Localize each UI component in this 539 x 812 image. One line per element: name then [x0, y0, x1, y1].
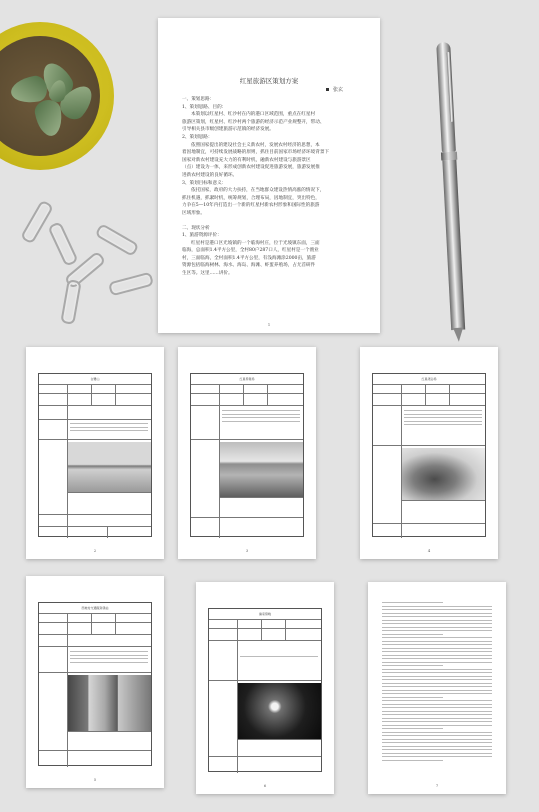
silver-pen — [433, 42, 469, 343]
main-document-page — [158, 18, 380, 333]
paperclip — [47, 221, 78, 267]
body-text-line: 本策划以红星村、红沙村在内的港口区域范围，重点在红星村 — [191, 112, 316, 118]
text-line — [382, 732, 492, 733]
paperclip — [20, 199, 54, 244]
body-text-line: 国家对新农村建设充大力的有利时机，融新农村建设与旅游景区 — [182, 157, 311, 163]
body-text-line: 1、策划思路、目的： — [182, 104, 227, 110]
text-line — [382, 676, 492, 677]
text-line — [382, 634, 443, 635]
plan-form-table — [190, 373, 304, 537]
page-number: 3 — [245, 548, 249, 553]
body-text-line: 引导相关县市级创建旅游示范镇的经济发展。 — [182, 127, 274, 133]
text-line — [382, 739, 492, 740]
body-text-line: 抓住机遇，抓紧时机，统筹规划，合理布局，因地制宜，突出特色， — [182, 195, 320, 201]
text-line — [382, 697, 443, 698]
sheet-title: 白鹭山 — [90, 377, 100, 381]
body-text-line: 1、旅游资源评价： — [182, 233, 222, 239]
text-line — [382, 693, 492, 694]
text-line — [382, 623, 492, 624]
text-line — [382, 620, 492, 621]
plan-sheet-page — [196, 582, 334, 794]
plan-sheet-page — [26, 576, 164, 788]
document-title: 红星旅游区策划方案 — [239, 77, 299, 85]
text-line — [382, 718, 492, 719]
text-line — [382, 630, 492, 631]
yellow-plant-pot — [0, 22, 114, 170]
text-line — [382, 602, 443, 603]
page-number: 4 — [427, 548, 431, 553]
sheet-title: 红星湾浴场 — [421, 377, 437, 381]
text-line — [382, 714, 492, 715]
sheet-title: 渔家傍晚 — [258, 612, 271, 616]
text-line — [382, 669, 492, 670]
paperclip — [108, 272, 154, 297]
body-text-lines — [382, 602, 492, 763]
body-text-line: 依照国家提出的建设社会主义新农村，发展农村经济的思想，本 — [191, 142, 320, 148]
body-text-line: 着因地制宜，可持续发展战略的原则，抓住目前国家市场经济环境背景下 — [182, 150, 330, 156]
plan-sheet-page — [26, 347, 164, 559]
body-text-line: 一、策划思路： — [182, 97, 215, 102]
body-text-line: 进新农村建设的良好循环。 — [182, 172, 238, 178]
page-number: 1 — [267, 322, 271, 327]
text-line — [382, 753, 492, 754]
text-line — [382, 616, 492, 617]
body-text-line: 村，三面临海，全村面积1.4平方公里，有浅海滩涂2000亩，旅游 — [182, 255, 316, 261]
page-number: 6 — [263, 783, 267, 788]
text-page — [368, 582, 506, 794]
sheet-title: 红星养殖场 — [239, 377, 255, 381]
text-line — [382, 613, 492, 614]
text-line — [382, 728, 443, 729]
body-text-line: 生区等。这里……讲价。 — [182, 271, 233, 277]
body-text-line: 3、策划目标和意义： — [182, 180, 227, 186]
text-line — [382, 665, 443, 666]
text-line — [382, 742, 492, 743]
text-line — [382, 644, 492, 645]
text-line — [382, 756, 492, 757]
page-number: 7 — [435, 783, 439, 788]
text-line — [382, 627, 492, 628]
page-number: 5 — [93, 777, 97, 782]
page-number: 2 — [93, 548, 97, 553]
plan-form-table — [208, 608, 322, 772]
text-line — [382, 686, 492, 687]
text-line — [382, 641, 492, 642]
body-text-line: 红星村是港口区光坡镇的一个临海村庄，位于光坡镇东面，三面 — [191, 240, 320, 246]
text-line — [382, 648, 492, 649]
text-line — [382, 658, 492, 659]
plan-sheet-page — [178, 347, 316, 559]
plan-form-table — [38, 602, 152, 766]
paperclip — [94, 223, 139, 257]
body-text-line: 区域形象。 — [182, 210, 205, 216]
text-line — [382, 606, 492, 607]
plan-sheet-page — [360, 347, 498, 559]
text-line — [382, 735, 492, 736]
text-line — [382, 711, 492, 712]
plan-form-table — [38, 373, 152, 537]
text-line — [382, 655, 492, 656]
body-text-line: 二、现状分析 — [182, 225, 210, 231]
body-text-line — [182, 218, 360, 225]
body-text-line: 旅游区策划，红星村、红沙村两个旅游的经济示范产业规整开，带动、 — [182, 119, 325, 125]
text-line — [382, 725, 492, 726]
body-text-line: 资源包括临海树林、海水、海岛、海滩、虾蛋养殖场，占尤首研件 — [182, 263, 316, 269]
text-line — [382, 683, 492, 684]
text-line — [382, 609, 492, 610]
text-line — [382, 707, 492, 708]
paperclip — [60, 279, 81, 325]
text-line — [382, 760, 443, 761]
sheet-title: 西坡村交通服务驿站 — [81, 606, 109, 610]
document-author: 张玄 — [326, 86, 343, 93]
text-line — [382, 662, 492, 663]
text-line — [382, 637, 492, 638]
text-line — [382, 746, 492, 747]
text-line — [382, 749, 492, 750]
body-text-line: 2、策划思路： — [182, 134, 213, 140]
body-text-line: 临海，总面积1.4平方公里，全村80户287口人，红星村是一个渔业 — [182, 248, 319, 254]
plan-form-table — [372, 373, 486, 537]
body-text-line: （点）建设为一体，来形成创新农村建设促进旅游发展，旅游发展推 — [182, 165, 320, 171]
body-text-line: 力争在5—10年内打造出一个新的红星村新农村形象和国际性的旅游 — [182, 203, 320, 209]
text-line — [382, 700, 492, 701]
text-line — [382, 690, 492, 691]
document-body — [182, 96, 360, 278]
text-line — [382, 679, 492, 680]
text-line — [382, 672, 492, 673]
body-text-line: 依托国家，政府的大力扶持，在当地群众建设热情高涨的情况下， — [191, 188, 325, 194]
text-line — [382, 721, 492, 722]
text-line — [382, 704, 492, 705]
text-line — [382, 651, 492, 652]
